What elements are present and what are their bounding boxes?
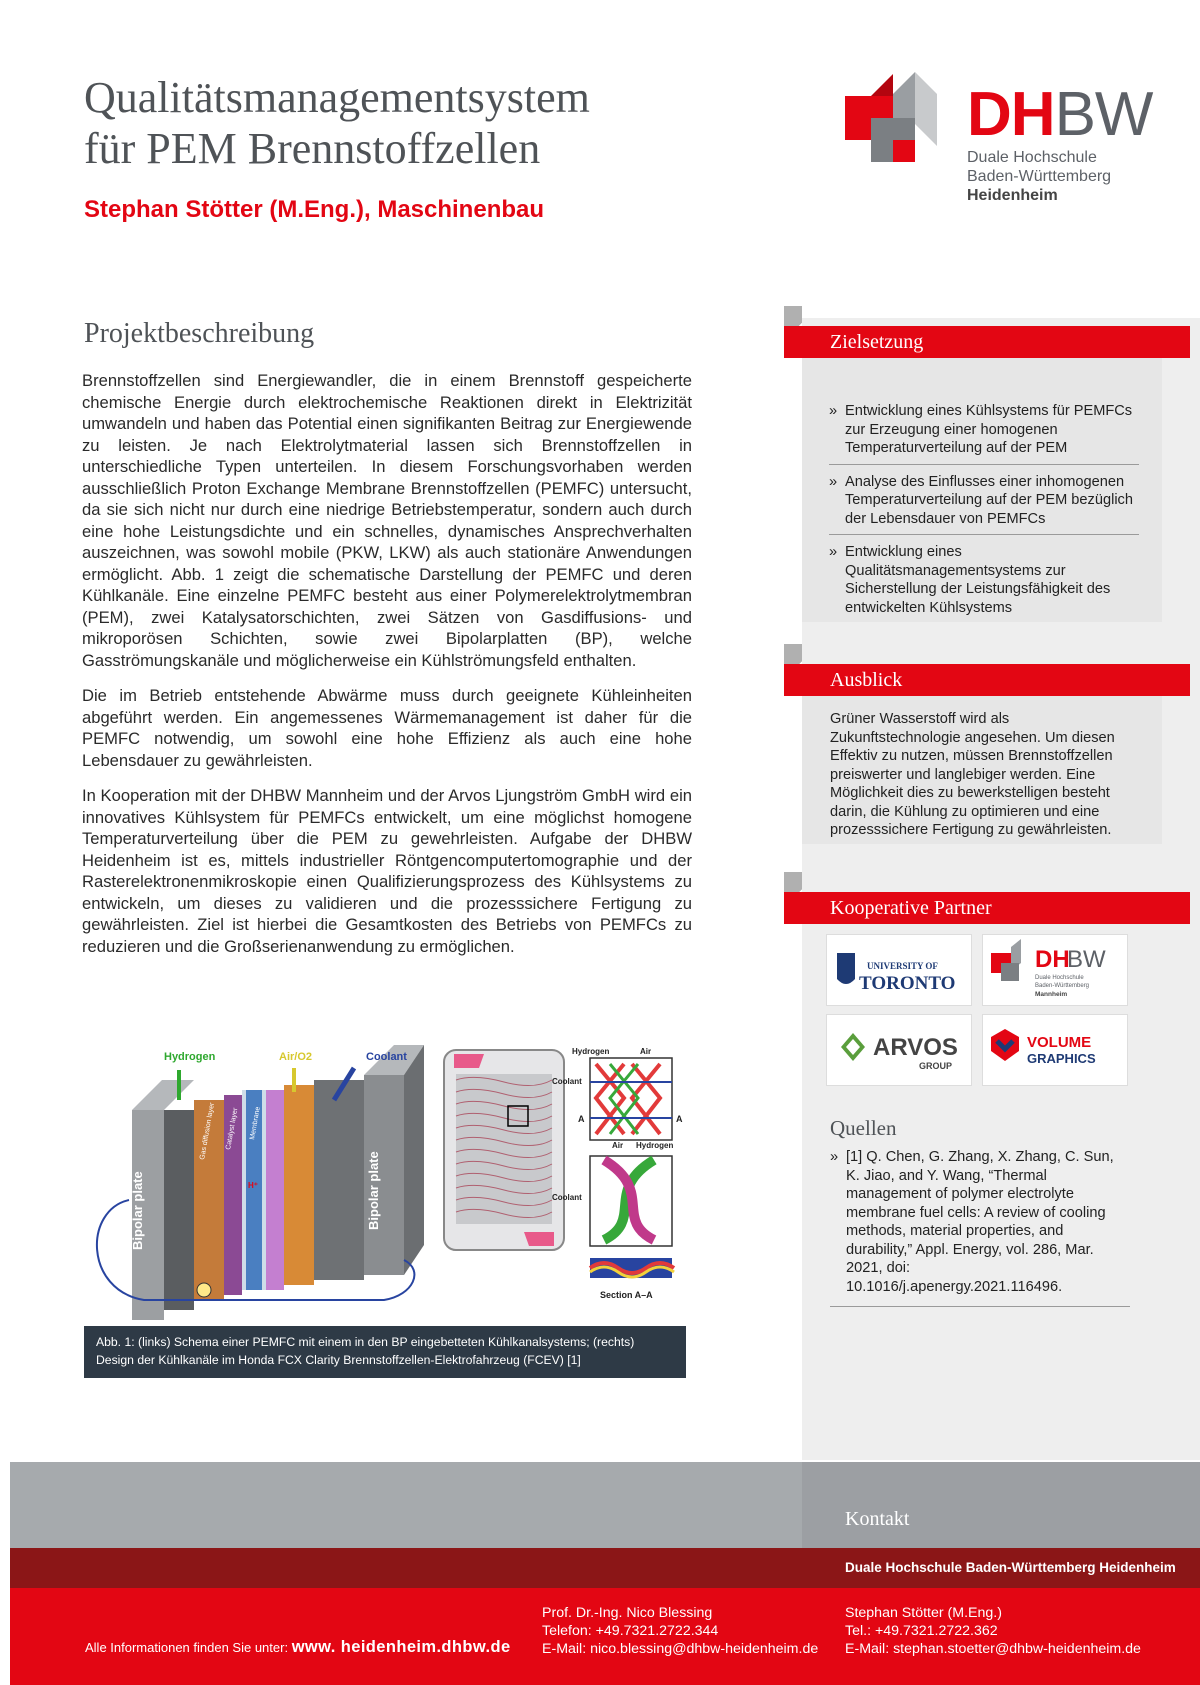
toronto-crest-icon [837,953,855,984]
label-coolant: Coolant [366,1051,407,1063]
logo-dh: DH [967,80,1055,149]
dhbw-logo [845,64,1153,212]
label-bipolar-left: Bipolar plate [130,1171,145,1250]
toronto-line-2: TORONTO [859,973,956,994]
title-line-1: Qualitätsmanagementsystem [84,73,590,122]
label-air-bottom: Air [612,1141,624,1150]
zielsetzung-item: » Entwicklung eines Kühlsystems für PEMFCs zur Erzeugung einer homogenen Temperaturverteilung auf der PEM [829,402,1139,465]
contact-email[interactable]: E-Mail: nico.blessing@dhbw-heidenheim.de [542,1641,819,1657]
logo-location: Heidenheim [967,187,1058,204]
zielsetzung-item: » Analyse des Einflusses einer inhomogenen Temperaturverteilung auf der PEM bezüglich der Lebensdauer von PEMFCs [829,473,1139,536]
dhbw-mannheim-bw: BW [1067,946,1106,973]
label-gdl: Gas diffusion layer [199,1102,217,1161]
label-proton: H⁺ [248,1181,258,1190]
quellen-heading: Quellen [830,1116,897,1140]
label-air-detail: Air [640,1047,652,1056]
logo-line-1: Duale Hochschule [967,149,1097,166]
label-hydrogen: Hydrogen [164,1051,216,1063]
footer-info [85,1638,511,1657]
footer-university: Duale Hochschule Baden-Württemberg Heidenheim [845,1560,1176,1575]
contact-name: Stephan Stötter (M.Eng.) [845,1605,1002,1621]
label-a-left: A [578,1114,585,1124]
footer-website-link[interactable]: www. heidenheim.dhbw.de [291,1638,511,1656]
label-coolant-3d: Coolant [552,1193,582,1202]
volume-graphics-line-2: GRAPHICS [1027,1051,1096,1066]
contact-email[interactable]: E-Mail: stephan.stoetter@dhbw-heidenheim.de [845,1641,1141,1657]
zielsetzung-heading: Zielsetzung [784,326,1190,358]
arvos-sub: GROUP [919,1061,953,1071]
dhbw-mannheim-line-2: Baden-Württemberg [1035,983,1090,989]
title-line-2: für PEM Brennstoffzellen [84,124,541,173]
project-body [82,370,692,971]
pemfc-schematic [84,1040,684,1320]
dhbw-mannheim-location: Mannheim [1035,991,1068,998]
label-hydrogen-detail: Hydrogen [572,1047,610,1056]
footer-info-prefix: Alle Informationen finden Sie unter: [85,1640,289,1655]
ausblick-heading: Ausblick [784,664,1190,696]
contact-name: Prof. Dr.-Ing. Nico Blessing [542,1605,713,1621]
label-section: Section A–A [600,1290,653,1300]
contact-phone: Telefon: +49.7321.2722.344 [542,1623,719,1639]
label-membrane: Membrane [249,1106,262,1141]
zielsetzung-item: » Entwicklung eines Qualitätsmanagementsystems zur Sicherstellung der Leistungsfähigkeit des entwickelten Kühlsystems [829,543,1139,623]
logo-bw: BW [1054,80,1153,149]
project-paragraph: In Kooperation mit der DHBW Mannheim und der Arvos Ljungström GmbH wird ein innovatives Kühlsystem für PEMFCs entwickelt, um eine möglichst homogene Temperaturverteilung über die PEM zu gewehrleisten. Aufgabe der DHBW Heidenheim ist es, mittels industrieller Röntgencomputertomographie und der Rasterelektronenmikroskopie einen Qualifizierungsprozess des Kühlsystems zu entwickeln, um dieses zu validieren und die prozesssichere Fertigung zu gewährleisten. Ziel ist hierbei die Gesamtkosten des Betriebs von PEMFCs zu reduzieren und die Großserienanwendung zu ermöglichen. [82,786,692,956]
caption-line-2: Design der Kühlkanäle im Honda FCX Clarity Brennstoffzellen-Elektrofahrzeug (FCEV) [1] [96,1353,581,1367]
arvos-name: ARVOS [873,1034,958,1061]
partner-arvos-logo [826,1014,972,1086]
partner-heading: Kooperative Partner [784,892,1190,924]
partner-dhbw-mannheim-logo [982,934,1128,1006]
label-coolant-detail: Coolant [552,1077,582,1086]
project-paragraph: Die im Betrieb entstehende Abwärme muss durch geeignete Kühleinheiten abgeführt werden. Ein angemessenes Wärmemanagement ist daher für die PEMFC notwendig, um sowohl eine hohe Effizienz als auch eine hohe Lebensdauer zu gewährleisten. [82,686,692,770]
volume-graphics-mark-icon [991,1029,1019,1061]
dhbw-mannheim-line-1: Duale Hochschule [1035,975,1084,981]
project-paragraph: Brennstoffzellen sind Energiewandler, die in einem Brennstoff gespeicherte chemische Energie durch elektrochemische Reaktionen direkt in Elektrizität umwandeln und haben das Potential einen signifikanten Beitrag zur Energiewende zu leisten. Je nach Elektrolytmaterial lassen sich Brennstoffzellen in unterschiedliche Typen unterteilen. In diesem Forschungsvorhaben werden ausschließlich Proton Exchange Membrane Brennstoffzellen (PEMFC) untersucht, da sie sich nicht nur durch eine niedrige Betriebstemperatur, sondern auch durch eine hohe Leistungsdichte und ein schnelles, dynamisches Ansprechverhalten auszeichnen, was sowohl mobile (PKW, LKW) als auch stationäre Anwendungen ermöglicht. Abb. 1 zeigt die schematische Darstellung der PEMFC und deren Kühlkanäle. Eine einzelne PEMFC besteht aus einer Polymerelektrolytmembran (PEM), zwei Katalysatorschichten, zwei Sätzen von Gasdiffusions- und mikroporösen Schichten, sowie zwei Bipolarplatten (BP), welche Gasströmungskanäle und möglicherweise ein Kühlströmungsfeld enthalten. [82,371,692,670]
pemfc-figure [84,1040,684,1320]
label-a-right: A [676,1114,683,1124]
poster-title [84,72,784,174]
quellen-reference: » [1] Q. Chen, G. Zhang, X. Zhang, C. Sun, K. Jiao, and Y. Wang, “Thermal management of polymer electrolyte membrane fuel cells: A review of cooling methods, material properties, and durability,” Appl. Energy, vol. 286, Mar. 2021, doi: 10.1016/j.apenergy.2021.116496. [830,1148,1130,1307]
dhbw-wordmark [967,80,1153,149]
label-bipolar-right: Bipolar plate [366,1151,381,1230]
ausblick-text: Grüner Wasserstoff wird als Zukunftstechnologie angesehen. Um diesen Effektiv zu nutzen, müssen Brennstoffzellen preiswerter und langlebiger werden. Eine Möglichkeit dies zu bewerkstelligen besteht darin, die Kühlung zu optimieren und eine prozesssichere Fertigung zu gewährleisten. [830,711,1115,838]
kontakt-heading: Kontakt [845,1508,910,1530]
contact-blessing [542,1604,818,1658]
author-line: Stephan Stötter (M.Eng.), Maschinenbau [84,196,545,223]
logo-line-2: Baden-Württemberg [967,168,1112,185]
dhbw-logo-subtitle [967,148,1111,205]
label-catalyst: Catalyst layer [225,1107,240,1151]
volume-graphics-line-1: VOLUME [1027,1034,1092,1051]
dhbw-mannheim-dh: DH [1035,946,1070,973]
label-air-o2: Air/O2 [279,1051,313,1063]
contact-phone: Tel.: +49.7321.2722.362 [845,1623,998,1639]
partner-toronto-logo [826,934,972,1006]
caption-line-1: Abb. 1: (links) Schema einer PEMFC mit einem in den BP eingebetteten Kühlkanalsystems; (rechts) [96,1335,635,1349]
partner-volume-graphics-logo [982,1014,1128,1086]
figure-caption [84,1326,686,1378]
contact-stoetter [845,1604,1141,1658]
zielsetzung-list [829,402,1139,631]
label-hydrogen-bottom: Hydrogen [636,1141,674,1150]
dhbw-logo-mark-icon [845,64,955,174]
footer-grey-band-right [802,1462,1200,1548]
toronto-line-1: UNIVERSITY OF [867,961,938,971]
project-heading: Projektbeschreibung [84,318,315,349]
